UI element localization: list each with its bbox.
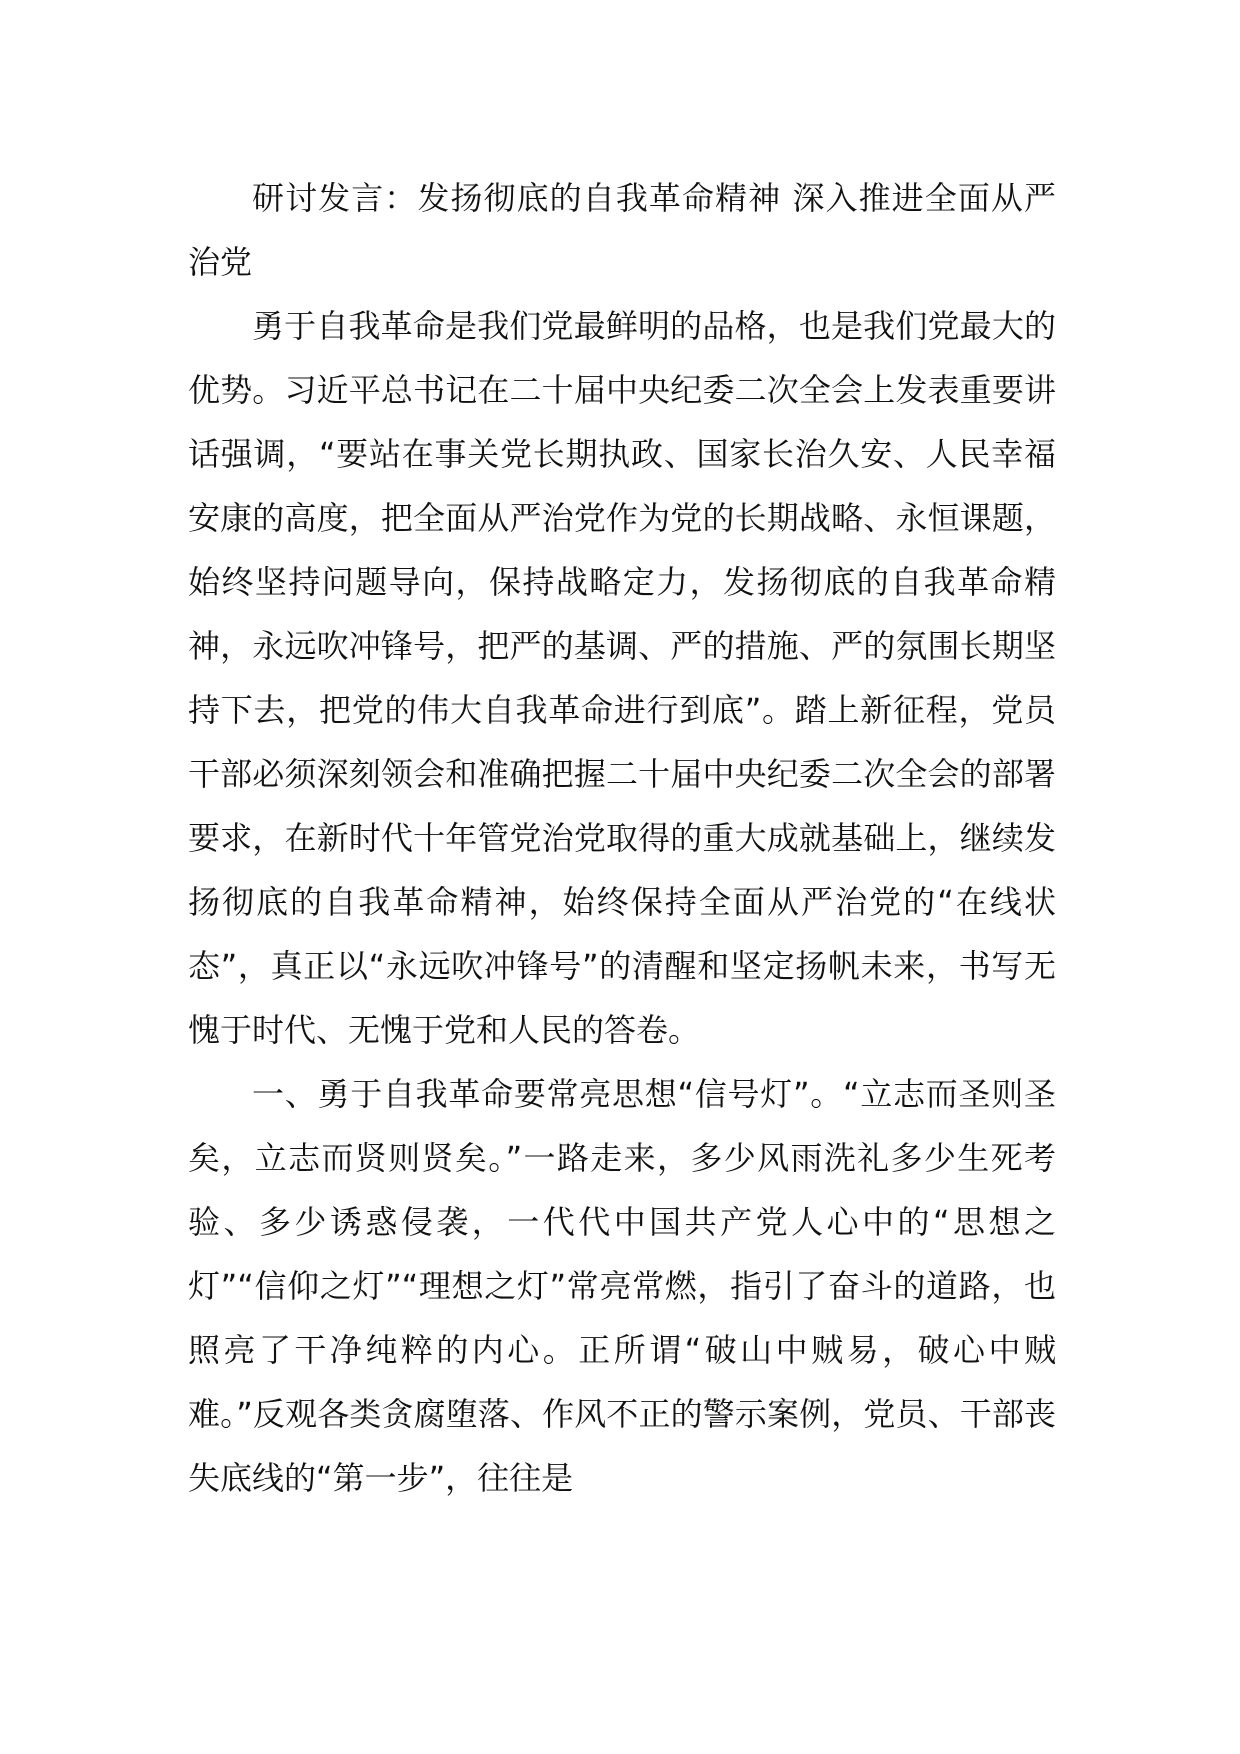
document-body — [188, 166, 1056, 1510]
paragraph-section-one: 一、勇于自我革命要常亮思想“信号灯”。“立志而圣则圣矣，立志而贤则贤矣。”一路走来，多少风雨洗礼多少生死考验、多少诱惑侵袭，一代代中国共产党人心中的“思想之灯”“信仰之灯”“理想之灯”常亮常燃，指引了奋斗的道路，也照亮了干净纯粹的内心。正所谓“破山中贼易，破心中贼难。”反观各类贪腐堕落、作风不正的警示案例，党员、干部丧失底线的“第一步”，往往是 — [188, 1075, 1056, 1497]
document-title: 研讨发言：发扬彻底的自我革命精神 深入推进全面从严治党 — [188, 179, 1056, 281]
paragraph-intro: 勇于自我革命是我们党最鲜明的品格，也是我们党最大的优势。习近平总书记在二十届中央纪委二次全会上发表重要讲话强调，“要站在事关党长期执政、国家长治久安、人民幸福安康的高度，把全面从严治党作为党的长期战略、永恒课题，始终坚持问题导向，保持战略定力，发扬彻底的自我革命精神，永远吹冲锋号，把严的基调、严的措施、严的氛围长期坚持下去，把党的伟大自我革命进行到底”。踏上新征程，党员干部必须深刻领会和准确把握二十届中央纪委二次全会的部署要求，在新时代十年管党治党取得的重大成就基础上，继续发扬彻底的自我革命精神，始终保持全面从严治党的“在线状态”，真正以“永远吹冲锋号”的清醒和坚定扬帆未来，书写无愧于时代、无愧于党和人民的答卷。 — [188, 307, 1056, 1049]
